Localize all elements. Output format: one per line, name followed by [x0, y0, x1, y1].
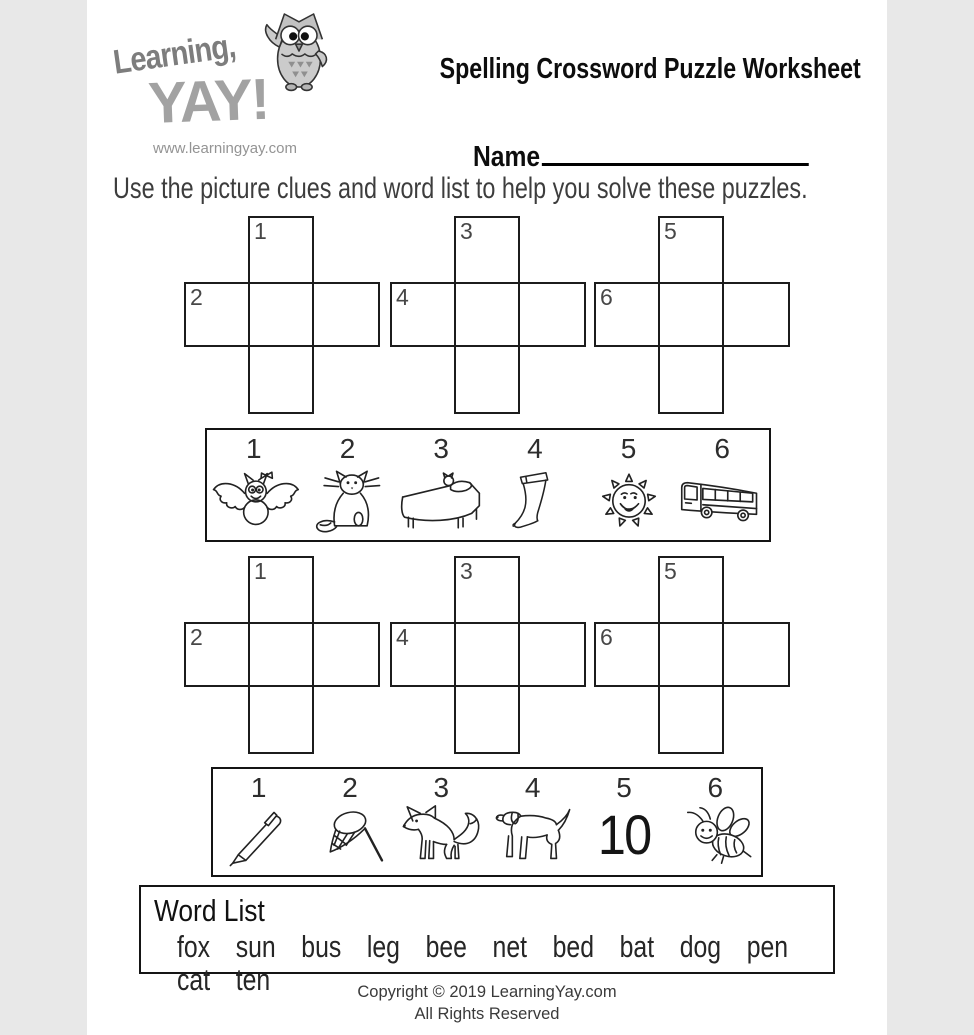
worksheet-page — [87, 0, 887, 1035]
clue-number: 4 — [527, 433, 543, 464]
word-list-row — [177, 929, 789, 964]
ten-number — [578, 804, 669, 866]
fox-icon — [396, 804, 487, 866]
clue-item — [394, 430, 488, 540]
clue-item — [578, 769, 669, 875]
pen-icon — [213, 804, 304, 866]
name-blank-line[interactable] — [542, 139, 809, 166]
word-list-word: bee — [425, 929, 467, 964]
cat-icon — [301, 465, 395, 533]
clue-item — [396, 769, 487, 875]
sun-icon — [582, 465, 676, 533]
clue-number: 3 — [433, 772, 450, 803]
word-list-word: leg — [366, 929, 400, 964]
across-clue-number: 6 — [600, 624, 613, 650]
down-clue-number: 1 — [254, 218, 267, 244]
clue-item — [582, 430, 676, 540]
word-list-word: fox — [177, 929, 211, 964]
clue-item — [670, 769, 761, 875]
crossword-across-cells[interactable] — [390, 622, 586, 687]
crossword-puzzle-6 — [594, 556, 790, 754]
crossword-across-cells[interactable] — [390, 282, 586, 347]
clue-item — [487, 769, 578, 875]
word-list-title: Word List — [154, 893, 265, 928]
clue-item — [207, 430, 301, 540]
clue-item — [301, 430, 395, 540]
name-label: Name — [473, 141, 541, 173]
bed-icon — [394, 465, 488, 533]
dog-icon — [487, 804, 578, 866]
crossword-puzzle-5 — [390, 556, 586, 754]
across-clue-number: 4 — [396, 284, 409, 310]
crossword-across-cells[interactable] — [594, 282, 790, 347]
instructions-text: Use the picture clues and word list to help you solve these puzzles. — [113, 172, 808, 205]
clue-number: 2 — [339, 433, 356, 464]
picture-clue-box-1 — [205, 428, 771, 542]
down-clue-number: 3 — [460, 218, 473, 244]
down-clue-number: 5 — [664, 218, 677, 244]
across-clue-number: 2 — [190, 284, 203, 310]
name-field-row — [473, 139, 809, 174]
clue-number: 3 — [433, 433, 449, 464]
across-clue-number: 6 — [600, 284, 613, 310]
logo-word-learning: Learning, — [111, 26, 238, 82]
crossword-puzzle-3 — [594, 216, 790, 414]
word-list-word: sun — [235, 929, 276, 964]
clue-number: 6 — [707, 772, 724, 803]
page-title: Spelling Crossword Puzzle Worksheet — [439, 53, 861, 85]
clue-number: 1 — [246, 433, 262, 464]
crossword-puzzle-4 — [184, 556, 380, 754]
ten-number-text: 10 — [597, 803, 651, 866]
crossword-puzzle-1 — [184, 216, 380, 414]
clue-number: 2 — [342, 772, 358, 803]
clue-item — [488, 430, 582, 540]
owl-icon — [262, 8, 336, 99]
word-list-word: bat — [619, 929, 655, 964]
clue-number: 4 — [524, 772, 541, 803]
word-list-word: bed — [552, 929, 595, 964]
clue-number: 5 — [620, 433, 637, 464]
clue-number: 5 — [616, 772, 632, 803]
across-clue-number: 2 — [190, 624, 203, 650]
word-list-word: cat — [177, 962, 211, 997]
across-clue-number: 4 — [396, 624, 409, 650]
down-clue-number: 5 — [664, 558, 677, 584]
clue-item — [675, 430, 769, 540]
crossword-across-cells[interactable] — [184, 282, 380, 347]
crossword-puzzle-2 — [390, 216, 586, 414]
logo-website-url: www.learningyay.com — [153, 140, 297, 157]
bee-icon — [670, 804, 761, 866]
word-list-word: pen — [746, 929, 789, 964]
picture-clue-box-2 — [211, 767, 763, 877]
word-list-word: bus — [301, 929, 342, 964]
leg-icon — [488, 465, 582, 533]
clue-item — [304, 769, 395, 875]
bat-icon — [207, 465, 301, 533]
word-list-word: net — [492, 929, 528, 964]
crossword-across-cells[interactable] — [594, 622, 790, 687]
crossword-across-cells[interactable] — [184, 622, 380, 687]
copyright-footer — [87, 981, 887, 1025]
bus-icon — [675, 465, 769, 533]
word-list-word: dog — [679, 929, 722, 964]
rights-line: All Rights Reserved — [414, 1005, 560, 1023]
net-icon — [304, 804, 395, 866]
down-clue-number: 3 — [460, 558, 473, 584]
clue-number: 1 — [250, 772, 267, 803]
clue-item — [213, 769, 304, 875]
down-clue-number: 1 — [254, 558, 267, 584]
logo-word-yay: YAY! — [147, 66, 270, 136]
clue-number: 6 — [714, 433, 730, 464]
word-list-word: ten — [235, 962, 271, 997]
copyright-line: Copyright © 2019 LearningYay.com — [357, 983, 617, 1001]
